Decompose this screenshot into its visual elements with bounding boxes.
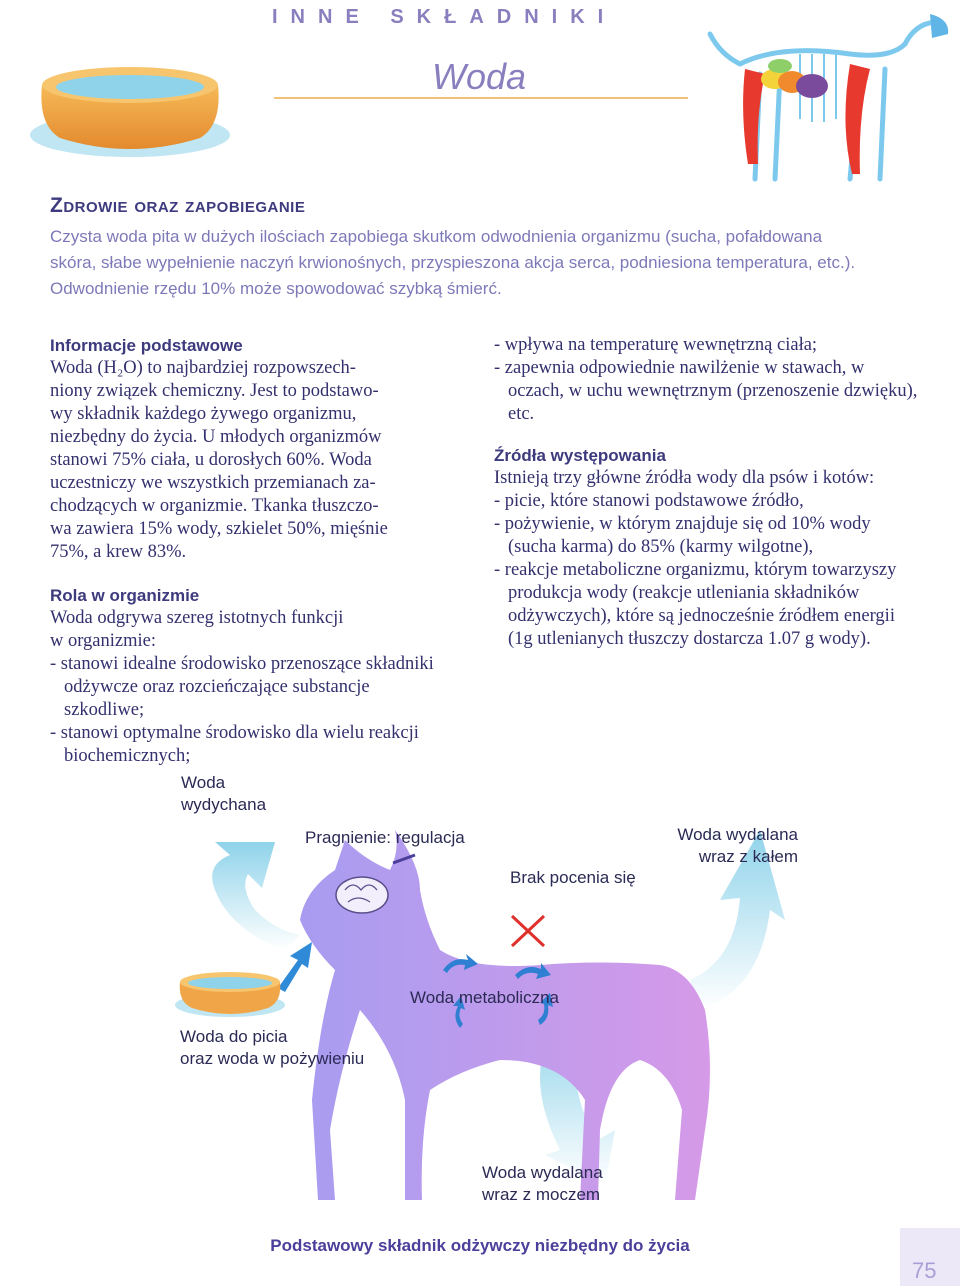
brain-icon: [336, 877, 388, 913]
no-sweat-cross-icon: [512, 916, 544, 946]
health-paragraph: [50, 224, 930, 302]
page-title: Woda: [432, 56, 527, 97]
label-feces-water: [658, 824, 798, 868]
health-heading: Zdrowie oraz zapobieganie: [50, 194, 306, 217]
label-line: Woda do picia: [180, 1027, 288, 1046]
role-item: - wpływa na temperaturę wewnętrzną ciała;: [494, 335, 818, 355]
basic-info-line: stanowi 75% ciała, u dorosłych 60%. Woda: [50, 450, 372, 470]
label-thirst-regulation: Pragnienie: regulacja: [305, 828, 465, 847]
label-metabolic-water: Woda metaboliczna: [410, 988, 559, 1007]
sources-item: - pożywienie, w którym znajduje się od 10% wody (sucha karma) do 85% (karmy wilgotne),: [494, 514, 871, 557]
label-no-sweating: Brak pocenia się: [510, 868, 636, 887]
label-line: wraz z kałem: [698, 847, 798, 866]
water-bowl-image: [20, 50, 240, 160]
sources-heading: Źródła występowania: [494, 446, 666, 465]
title-underline: [274, 97, 688, 99]
footer-text: Podstawowy składnik odżywczy niezbędny do życia: [270, 1236, 690, 1255]
basic-info-line: wy składnik każdego żywego organizmu,: [50, 404, 357, 424]
sources-item: - picie, które stanowi podstawowe źródło,: [494, 491, 804, 511]
label-line: Woda: [181, 773, 226, 792]
role-intro-line: w organizmie:: [50, 631, 157, 651]
basic-info-line: uczestniczy we wszystkich przemianach za-: [50, 473, 376, 493]
role-intro-line: Woda odgrywa szereg istotnych funkcji: [50, 608, 344, 628]
label-exhaled-water: [181, 772, 266, 816]
basic-info-line: wa zawiera 15% wody, szkielet 50%, mięśnie: [50, 519, 388, 539]
label-line: oraz woda w pożywieniu: [180, 1049, 365, 1068]
role-item: - stanowi optymalne środowisko dla wielu reakcji biochemicznych;: [50, 723, 419, 766]
page-number: 75: [912, 1258, 937, 1283]
basic-info-heading: Informacje podstawowe: [50, 336, 243, 355]
health-line: Czysta woda pita w dużych ilościach zapobiega skutkom odwodnienia organizmu (sucha, pofałdowana: [50, 227, 823, 246]
exhaled-water-arrow: [212, 842, 300, 950]
basic-info-line: chodzących w organizmie. Tkanka tłuszczo-: [50, 496, 379, 516]
basic-info-paragraph: [50, 357, 468, 564]
role-heading: Rola w organizmie: [50, 586, 200, 605]
label-line: wydychana: [181, 795, 267, 814]
drinking-arrow-icon: [278, 942, 312, 992]
role-item: - zapewnia odpowiednie nawilżenie w stawach, w oczach, w uchu wewnętrznym (przenoszenie dzwięku), etc.: [494, 358, 918, 424]
sources-intro: Istnieją trzy główne źródła wody dla psów i kotów:: [494, 468, 875, 488]
basic-info-line: niony związek chemiczny. Jest to podstawo-: [50, 381, 379, 401]
drinking-bowl-image: [175, 972, 285, 1017]
basic-info-line: 75%, a krew 83%.: [50, 542, 187, 562]
health-line: skóra, słabe wypełnienie naczyń krwionośnych, przyspieszona akcja serca, podniesiona temperatura, etc.).: [50, 253, 856, 272]
basic-info-line: niezbędny do życia. U młodych organizmów: [50, 427, 382, 447]
label-urine-water: [482, 1162, 603, 1206]
right-column: [494, 334, 918, 651]
role-item: - stanowi idealne środowisko przenoszące składniki odżywcze oraz rozcieńczające substancje szkodliwe;: [50, 654, 434, 720]
label-line: Woda wydalana: [677, 825, 798, 844]
label-line: wraz z moczem: [482, 1185, 601, 1204]
section-label: INNE SKŁADNIKI: [272, 6, 617, 28]
health-line: Odwodnienie rzędu 10% może spowodować szybką śmierć.: [50, 279, 502, 298]
label-line: Woda wydalana: [482, 1163, 603, 1182]
left-column: [50, 334, 468, 768]
dog-anatomy-image: [700, 4, 955, 194]
label-drinking-water: [180, 1026, 364, 1070]
basic-info-line: Woda (H₂O) to najbardziej rozpowszech-: [50, 358, 356, 378]
footer-caption: [0, 1236, 960, 1256]
sources-item: - reakcje metaboliczne organizmu, którym towarzyszy produkcja wody (reakcje utleniania składników odżywczych), które są jednocześnie źródłem energii (1g utlenianych tłuszczy dostarcza 1.07 g wody).: [494, 560, 897, 649]
